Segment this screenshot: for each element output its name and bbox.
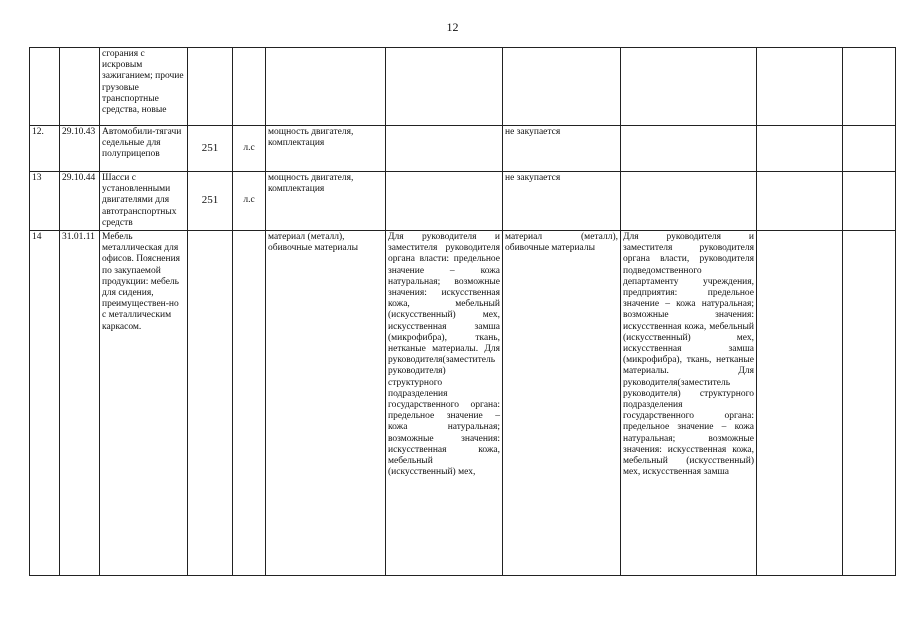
table-row xyxy=(30,231,896,576)
row-number: 13 xyxy=(30,172,60,231)
okpd-code: 29.10.44 xyxy=(60,172,100,231)
unit-code xyxy=(188,48,233,126)
characteristic-dept: не закупается xyxy=(503,172,621,231)
unit-code: 251 xyxy=(188,126,233,172)
characteristic-value-dept xyxy=(621,172,757,231)
unit-name xyxy=(233,48,266,126)
characteristic-value xyxy=(386,172,503,231)
row-number: 12. xyxy=(30,126,60,172)
empty-cell xyxy=(757,172,843,231)
okpd-code xyxy=(60,48,100,126)
characteristic xyxy=(266,48,386,126)
unit-code xyxy=(188,231,233,576)
characteristic-value xyxy=(386,48,503,126)
empty-cell xyxy=(843,231,896,576)
characteristic: материал (металл), обивочные материалы xyxy=(266,231,386,576)
product-name: Мебель металлическая для офисов. Пояснения по закупаемой продукции: мебель для сидения, преимуществен-но с металлическим каркасом. xyxy=(100,231,188,576)
characteristic-value xyxy=(386,126,503,172)
specification-table xyxy=(29,47,896,576)
product-name: Шасси с установленными двигателями для автотранспортных средств xyxy=(100,172,188,231)
product-name: Автомобили-тягачи седельные для полуприцепов xyxy=(100,126,188,172)
unit-name: л.с xyxy=(233,172,266,231)
empty-cell xyxy=(843,48,896,126)
row-number xyxy=(30,48,60,126)
characteristic: мощность двигателя, комплектация xyxy=(266,172,386,231)
row-number: 14 xyxy=(30,231,60,576)
characteristic-dept: не закупается xyxy=(503,126,621,172)
unit-name: л.с xyxy=(233,126,266,172)
characteristic-dept: материал (металл), обивочные материалы xyxy=(503,231,621,576)
characteristic-value: Для руководителя и заместителя руководителя органа власти: предельное значение – кожа натуральная; возможные значения: искусственная кожа, мебельный (искусственный) мех, искусственная замша (микрофибра), ткань, нетканые материалы. Для руководителя(заместитель руководителя) структурного подразделения государственного органа: предельное значение – кожа натуральная; возможные значения: искусственная кожа, мебельный (искусственный) мех, xyxy=(386,231,503,576)
empty-cell xyxy=(757,48,843,126)
okpd-code: 31.01.11 xyxy=(60,231,100,576)
characteristic-dept xyxy=(503,48,621,126)
page-number: 12 xyxy=(446,20,459,34)
characteristic-value-dept xyxy=(621,48,757,126)
table-row xyxy=(30,126,896,172)
empty-cell xyxy=(843,172,896,231)
empty-cell xyxy=(843,126,896,172)
characteristic-value-dept: Для руководителя и заместителя руководителя органа власти, руководителя подведомственного департаменту учреждения, предприятия: предельное значение – кожа натуральная; возможные значения: искусственная кожа, мебельный (искусственный) мех, искусственная замша (микрофибра), ткань, нетканые материалы. Для руководителя(заместитель руководителя) структурного подразделения государственного органа: предельное значение – кожа натуральная; возможные значения: искусственная кожа, мебельный (искусственный) мех, искусственная замша xyxy=(621,231,757,576)
okpd-code: 29.10.43 xyxy=(60,126,100,172)
empty-cell xyxy=(757,126,843,172)
table-row xyxy=(30,48,896,126)
empty-cell xyxy=(757,231,843,576)
unit-code: 251 xyxy=(188,172,233,231)
product-name: сгорания с искровым зажиганием; прочие грузовые транспортные средства, новые xyxy=(100,48,188,126)
characteristic-value-dept xyxy=(621,126,757,172)
table-row xyxy=(30,172,896,231)
unit-name xyxy=(233,231,266,576)
characteristic: мощность двигателя, комплектация xyxy=(266,126,386,172)
